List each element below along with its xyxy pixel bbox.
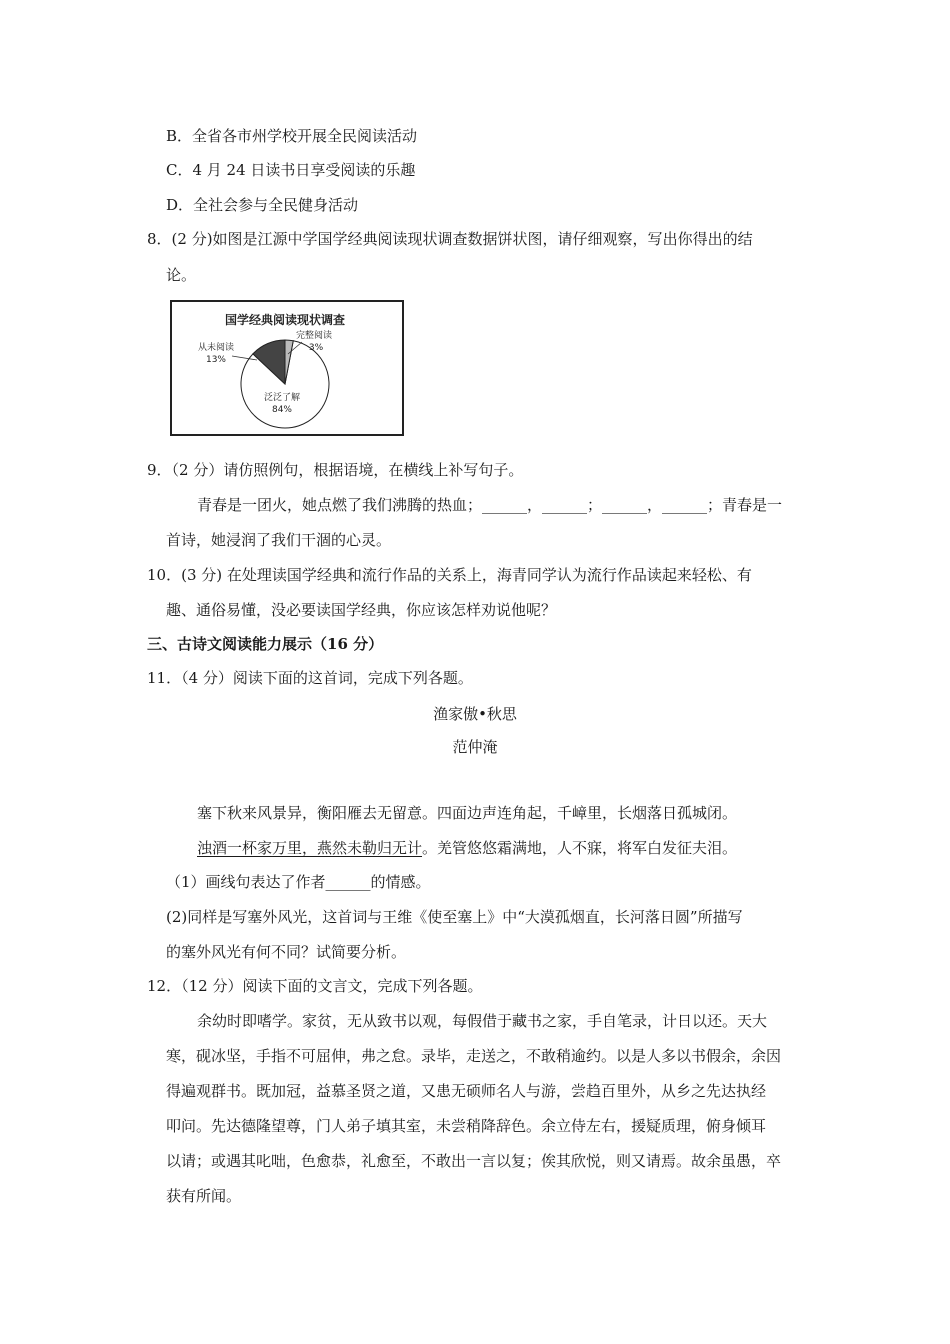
slice-label-never: 从未阅读 [197,343,235,353]
poem-underlined-sentence: 浊酒一杯家万里，燕然未勒归无计 [197,839,423,857]
q12-passage-line: 以请；或遇其叱咄，色愈恭，礼愈至，不敢出一言以复；俟其欣悦，则又请焉。故余虽愚，卒 [166,1152,782,1170]
q11-sub2-line2: 的塞外风光有何不同？试简要分析。 [166,943,407,961]
slice-value-general: 84% [271,405,293,415]
q12-passage-line: 获有所闻。 [166,1187,242,1205]
option-d: D．全社会参与全民健身活动 [166,196,359,214]
chart-title: 国学经典阅读现状调查 [224,313,346,327]
q12-passage-line: 得遍观群书。既加冠，益慕圣贤之道，又患无硕师名人与游，尝趋百里外，从乡之先达执经 [166,1082,767,1100]
q10-line2: 趣、通俗易懂，没必要读国学经典，你应该怎样劝说他呢？ [166,601,557,619]
slice-value-never: 13% [205,355,227,365]
q10-line1: 10．(3 分) 在处理读国学经典和流行作品的关系上，海青同学认为流行作品读起来轻松、有 [147,566,752,584]
poem-line2-rest: 。羌管悠悠霜满地，人不寐，将军白发征夫泪。 [422,839,738,857]
option-b: B．全省各市州学校开展全民阅读活动 [166,127,418,145]
q11-intro: 11．（4 分）阅读下面的这首词，完成下列各题。 [147,669,473,687]
slice-label-general: 泛泛了解 [263,393,301,403]
poem-title: 渔家傲•秋思 [433,705,517,723]
pie-chart-svg [172,302,402,434]
q9-line3: 首诗，她浸润了我们干涸的心灵。 [166,531,392,549]
q11-sub1: （1）画线句表达了作者______的情感。 [166,873,431,891]
q11-sub2-line1: (2)同样是写塞外风光，这首词与王维《使至塞上》中“大漠孤烟直，长河落日圆”所描写 [166,908,743,926]
poem-line2 [197,838,737,858]
pie-chart-figure [170,300,404,436]
q12-intro: 12．（12 分）阅读下面的文言文，完成下列各题。 [147,977,483,995]
slice-value-complete: 3% [308,343,324,353]
q8-line2: 论。 [166,266,197,284]
slice-label-complete: 完整阅读 [295,331,333,341]
q12-passage-line: 叩问。先达德隆望尊，门人弟子填其室，未尝稍降辞色。余立侍左右，援疑质理，俯身倾耳 [166,1117,767,1135]
poem-line1: 塞下秋来风景异，衡阳雁去无留意。四面边声连角起，千嶂里，长烟落日孤城闭。 [197,804,738,822]
poem-author: 范仲淹 [452,738,498,756]
section-3-heading: 三、古诗文阅读能力展示（16 分） [147,635,384,653]
q12-passage-line: 余幼时即嗜学。家贫，无从致书以观，每假借于藏书之家，手自笔录，计日以还。天大 [197,1012,768,1030]
q9-line2: 青春是一团火，她点燃了我们沸腾的热血；______，______；______，______；青春是一 [197,496,783,514]
option-c: C．4 月 24 日读书日享受阅读的乐趣 [166,161,416,179]
q8-line1: 8．(2 分)如图是江源中学国学经典阅读现状调查数据饼状图，请仔细观察，写出你得出的结 [147,230,753,248]
q9-line1: 9．（2 分）请仿照例句，根据语境，在横线上补写句子。 [147,461,524,479]
q12-passage-line: 寒，砚冰坚，手指不可屈伸，弗之怠。录毕，走送之，不敢稍逾约。以是人多以书假余，余因 [166,1047,782,1065]
